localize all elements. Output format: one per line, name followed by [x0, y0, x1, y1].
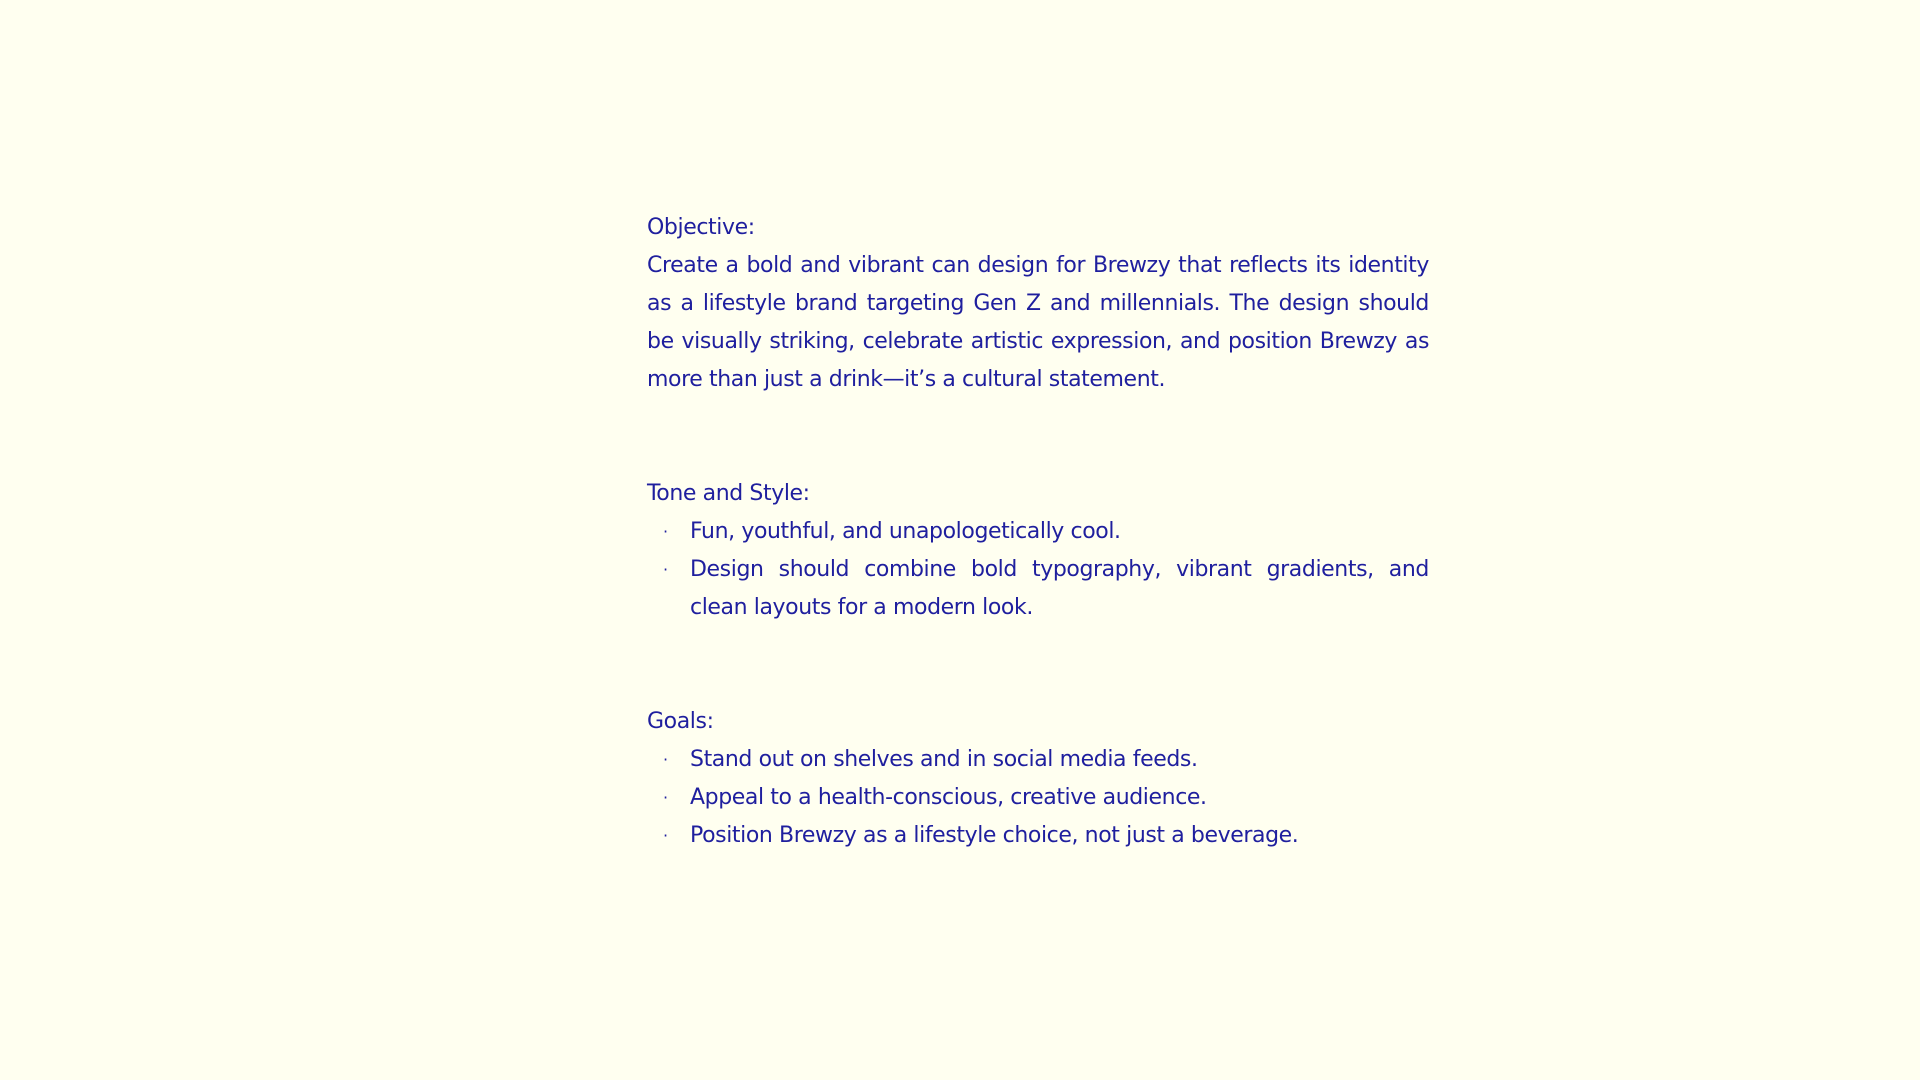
bullet-icon: ·: [663, 826, 668, 845]
list-item: [647, 513, 1429, 551]
objective-section: [647, 209, 1429, 399]
list-item-text: Stand out on shelves and in social media feeds.: [690, 747, 1198, 772]
list-item-text: Design should combine bold typography, vibrant gradients, and clean layouts for a modern look.: [690, 557, 1429, 620]
objective-paragraph: Create a bold and vibrant can design for Brewzy that reflects its identity as a lifestyle brand targeting Gen Z and millennials. The design should be visually striking, celebrate artistic expression, and position Brewzy as more than just a drink—it’s a cultural statement.: [647, 253, 1429, 392]
bullet-icon: ·: [663, 788, 668, 807]
tone-style-heading: Tone and Style:: [647, 481, 810, 506]
list-item-text: Fun, youthful, and unapologetically cool.: [690, 519, 1121, 544]
bullet-icon: ·: [663, 522, 668, 541]
bullet-icon: ·: [663, 560, 668, 579]
tone-style-section: [647, 475, 1429, 627]
list-item-text: Position Brewzy as a lifestyle choice, not just a beverage.: [690, 823, 1299, 848]
goals-list: [647, 741, 1429, 855]
list-item: [647, 551, 1429, 627]
brief-document: [647, 209, 1429, 855]
goals-section: [647, 703, 1429, 855]
list-item: [647, 779, 1429, 817]
goals-heading: Goals:: [647, 709, 714, 734]
tone-style-list: [647, 513, 1429, 627]
list-item: [647, 817, 1429, 855]
bullet-icon: ·: [663, 750, 668, 769]
objective-heading: Objective:: [647, 215, 755, 240]
list-item: [647, 741, 1429, 779]
list-item-text: Appeal to a health-conscious, creative audience.: [690, 785, 1207, 810]
